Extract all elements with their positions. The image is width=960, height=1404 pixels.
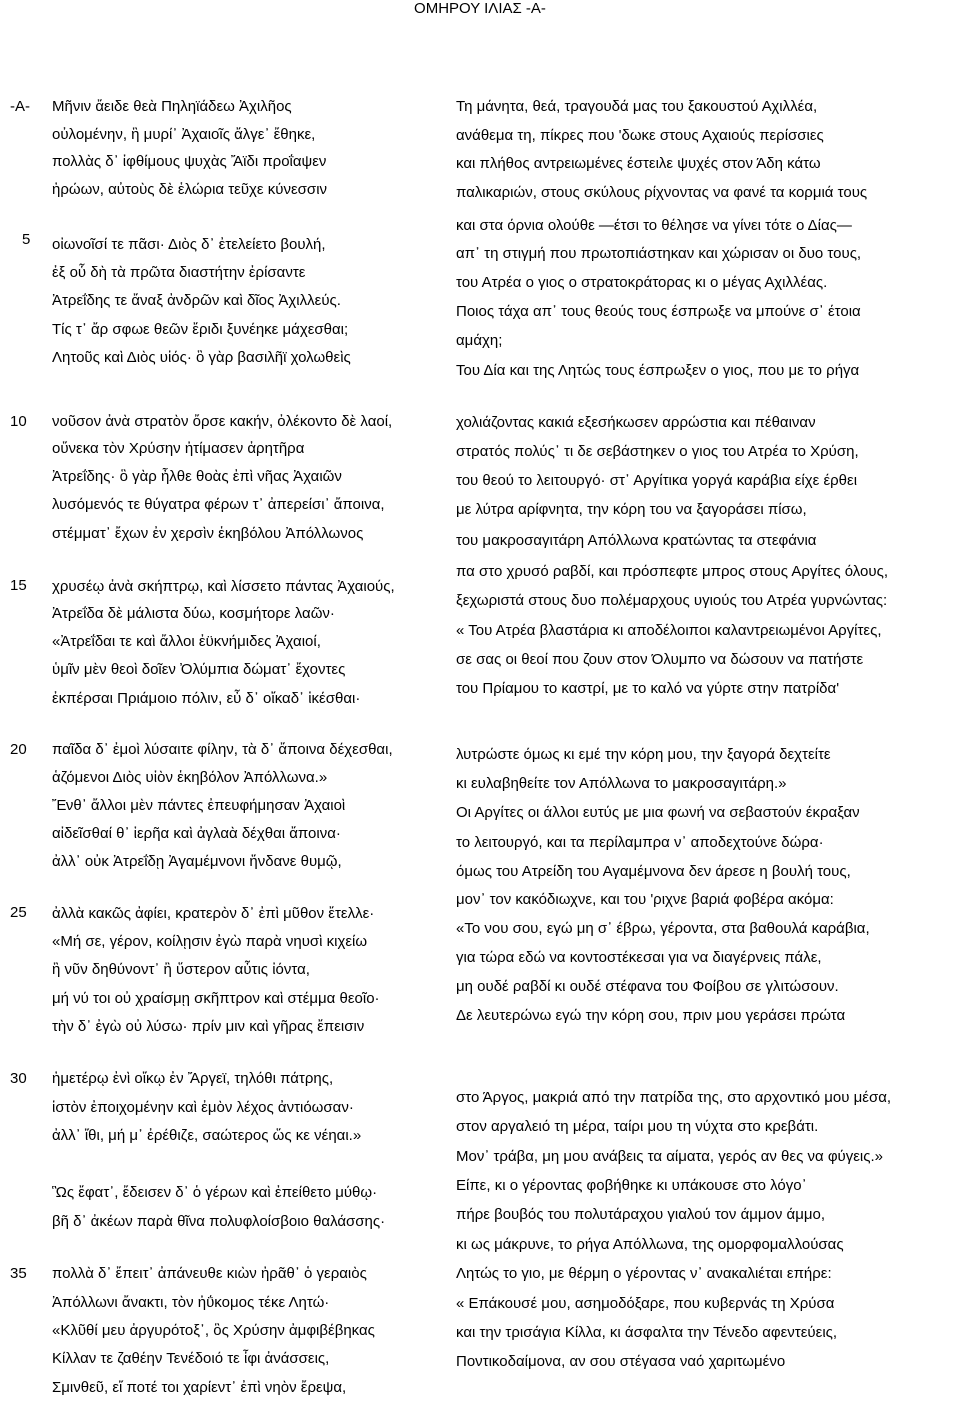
translation-verse-line: για τώρα εδώ να κοντοστέκεσαι για να διαγέρνεις πάλε, — [456, 949, 822, 966]
translation-verse-line: πα στο χρυσό ραβδί, και πρόσπεφτε μπρος στους Αργίτες όλους, — [456, 563, 888, 580]
line-number: 20 — [10, 741, 27, 758]
greek-verse-line: βῆ δ᾽ ἀκέων παρὰ θῖνα πολυφλοίσβοιο θαλάσσης· — [52, 1213, 386, 1230]
greek-verse-line: ἱστὸν ἐποιχομένην καὶ ἐμὸν λέχος ἀντιόωσαν· — [52, 1099, 354, 1116]
translation-verse-line: Δε λευτερώνω εγώ την κόρη σου, πριν μου γεράσει πρώτα — [456, 1007, 846, 1024]
greek-verse-line: ἡμετέρῳ ἐνὶ οἴκῳ ἐν Ἄργεϊ, τηλόθι πάτρης, — [52, 1070, 334, 1087]
greek-verse-line: νοῦσον ἀνὰ στρατὸν ὄρσε κακήν, ὀλέκοντο δὲ λαοί, — [52, 413, 393, 430]
line-number: 30 — [10, 1070, 27, 1087]
translation-verse-line: στρατός πολύς᾽ τι δε σεβάστηκεν ο γιος του Ατρέα το Χρύση, — [456, 443, 859, 460]
greek-verse-line: «Ἀτρεΐδαι τε καὶ ἄλλοι ἐϋκνήμιδες Ἀχαιοί, — [52, 633, 321, 650]
translation-verse-line: απ᾽ τη στιγμή που πρωτοπιάστηκαν και χώρισαν οι δυο τους, — [456, 245, 862, 262]
greek-verse-line: ὑμῖν μὲν θεοὶ δοῖεν Ὀλύμπια δώματ᾽ ἔχοντες — [52, 661, 346, 678]
translation-verse-line: χολιάζοντας κακιά εξεσήκωσεν αρρώστια και πέθαιναν — [456, 414, 816, 431]
greek-verse-line: οὐλομένην, ἣ μυρί᾽ Ἀχαιοῖς ἄλγε᾽ ἔθηκε, — [52, 126, 316, 143]
translation-verse-line: Του Δία και της Λητώς τους έσπρωξεν ο γιος, που με το ρήγα — [456, 362, 860, 379]
greek-verse-line: πολλὰ δ᾽ ἔπειτ᾽ ἀπάνευθε κιὼν ἠρᾶθ᾽ ὁ γεραιὸς — [52, 1265, 367, 1282]
greek-verse-line: χρυσέῳ ἀνὰ σκήπτρῳ, καὶ λίσσετο πάντας Ἀχαιούς, — [52, 578, 395, 595]
translation-verse-line: και την τρισάγια Κίλλα, κι άσφαλτα την Τένεδο αφεντεύεις, — [456, 1324, 838, 1341]
translation-verse-line: λυτρώστε όμως κι εμέ την κόρη μου, την ξαγορά δεχτείτε — [456, 746, 831, 763]
translation-verse-line: και στα όρνια ολούθε —έτσι το θέλησε να γίνει τότε ο Δίας— — [456, 217, 852, 234]
page-title: ΟΜΗΡΟΥ ΙΛΙΑΣ -Α- — [414, 0, 546, 17]
translation-verse-line: με λύτρα αρίφνητα, την κόρη του να ξαγοράσει πίσω, — [456, 501, 807, 518]
greek-verse-line: παῖδα δ᾽ ἐμοὶ λύσαιτε φίλην, τὰ δ᾽ ἄποινα δέχεσθαι, — [52, 741, 393, 758]
translation-verse-line: Τη μάνητα, θεά, τραγουδά μας του ξακουστού Αχιλλέα, — [456, 98, 818, 115]
greek-verse-line: ἢ νῦν δηθύνοντ᾽ ἢ ὕστερον αὖτις ἰόντα, — [52, 961, 310, 978]
translation-verse-line: του Πρίαμου το καστρί, με το καλό να γύρτε στην πατρίδα' — [456, 680, 840, 697]
greek-verse-line: τὴν δ᾽ ἐγὼ οὐ λύσω· πρίν μιν καὶ γῆρας ἔπεισιν — [52, 1018, 365, 1035]
greek-verse-line: Ὣς ἔφατ᾽, ἔδεισεν δ᾽ ὁ γέρων καὶ ἐπείθετο μύθῳ· — [52, 1184, 378, 1201]
line-number: -Α- — [10, 98, 30, 115]
translation-verse-line: μον᾽ τον κακόδιωχνε, και του 'ριχνε βαριά φοβέρα ακόμα: — [456, 891, 834, 908]
translation-verse-line: Οι Αργίτες οι άλλοι ευτύς με μια φωνή να σεβαστούν έκραξαν — [456, 804, 860, 821]
translation-verse-line: Λητώς το γιο, με θέρμη ο γέροντας ν᾽ ανακαλιέται επήρε: — [456, 1265, 832, 1282]
translation-verse-line: κι ευλαβηθείτε τον Απόλλωνα το μακροσαγιτάρη.» — [456, 775, 787, 792]
translation-verse-line: «Το νου σου, εγώ μη σ᾽ έβρω, γέροντα, στα βαθουλά καράβια, — [456, 920, 870, 937]
line-number: 10 — [10, 413, 27, 430]
greek-verse-line: πολλὰς δ᾽ ἰφθίμους ψυχὰς Ἄϊδι προΐαψεν — [52, 153, 327, 170]
greek-verse-line: Ἀπόλλωνι ἄνακτι, τὸν ἠΰκομος τέκε Λητώ· — [52, 1294, 330, 1311]
translation-verse-line: του μακροσαγιτάρη Απόλλωνα κρατώντας τα στεφάνια — [456, 532, 817, 549]
translation-verse-line: Ποντικοδαίμονα, αν σου στέγασα ναό χαριτωμένο — [456, 1353, 786, 1370]
greek-verse-line: Σμινθεῦ, εἴ ποτέ τοι χαρίεντ᾽ ἐπὶ νηὸν ἔρεψα, — [52, 1379, 347, 1396]
greek-verse-line: οἰωνοῖσί τε πᾶσι· Διὸς δ᾽ ἐτελείετο βουλή, — [52, 236, 326, 253]
greek-verse-line: «Μή σε, γέρον, κοίλῃσιν ἐγὼ παρὰ νηυσὶ κιχείω — [52, 933, 368, 950]
greek-verse-line: Ἔνθ᾽ ἄλλοι μὲν πάντες ἐπευφήμησαν Ἀχαιοὶ — [52, 797, 346, 814]
translation-verse-line: στον αργαλειό τη μέρα, ταίρι μου τη νύχτα στο κρεβάτι. — [456, 1118, 819, 1135]
translation-verse-line: μη ουδέ ραβδί κι ουδέ στέφανα του Φοίβου σε γλιτώσουν. — [456, 978, 839, 995]
greek-verse-line: αἰδεῖσθαί θ᾽ ἱερῆα καὶ ἀγλαὰ δέχθαι ἄποινα· — [52, 825, 341, 842]
translation-verse-line: ανάθεμα τη, πίκρες που 'δωκε στους Αχαιούς περίσσιες — [456, 127, 824, 144]
greek-verse-line: «Κλῦθί μευ ἀργυρότοξ᾽, ὃς Χρύσην ἀμφιβέβηκας — [52, 1322, 375, 1339]
translation-verse-line: Ποιος τάχα απ᾽ τους θεούς τους έσπρωξε να μπούνε σ᾽ έτοια — [456, 303, 861, 320]
greek-verse-line: Κίλλαν τε ζαθέην Τενέδοιό τε ἶφι ἀνάσσεις, — [52, 1350, 330, 1367]
greek-verse-line: ἀλλὰ κακῶς ἀφίει, κρατερὸν δ᾽ ἐπὶ μῦθον ἔτελλε· — [52, 905, 375, 922]
translation-verse-line: ξεχωριστά στους δυο πολέμαρχους υγιούς του Ατρέα γυρνώντας: — [456, 592, 888, 609]
greek-verse-line: ἐξ οὗ δὴ τὰ πρῶτα διαστήτην ἐρίσαντε — [52, 264, 306, 281]
greek-verse-line: λυσόμενός τε θύγατρα φέρων τ᾽ ἀπερείσι᾽ ἄποινα, — [52, 496, 385, 513]
line-number: 35 — [10, 1265, 27, 1282]
greek-verse-line: ἡρώων, αὐτοὺς δὲ ἑλώρια τεῦχε κύνεσσιν — [52, 181, 328, 198]
line-number: 5 — [22, 231, 31, 248]
translation-verse-line: « Του Ατρέα βλαστάρια κι αποδέλοιποι καλαντρειωμένοι Αργίτες, — [456, 622, 882, 639]
greek-verse-line: μή νύ τοι οὐ χραίσμῃ σκῆπτρον καὶ στέμμα θεοῖο· — [52, 990, 380, 1007]
greek-verse-line: οὕνεκα τὸν Χρύσην ἠτίμασεν ἀρητῆρα — [52, 440, 305, 457]
line-number-column — [0, 0, 48, 1404]
greek-verse-line: ἀλλ᾽ οὐκ Ἀτρεΐδῃ Ἀγαμέμνονι ἥνδανε θυμῷ, — [52, 853, 342, 870]
translation-verse-line: πήρε βουβός του πολυτάραχου γιαλού τον άμμον άμμο, — [456, 1206, 826, 1223]
greek-verse-line: στέμματ᾽ ἔχων ἐν χερσὶν ἑκηβόλου Ἀπόλλωνος — [52, 525, 364, 542]
translation-column — [456, 0, 956, 1404]
greek-text-column — [52, 0, 450, 1404]
line-number: 15 — [10, 577, 27, 594]
greek-verse-line: ἐκπέρσαι Πριάμοιο πόλιν, εὖ δ᾽ οἴκαδ᾽ ἱκέσθαι· — [52, 690, 361, 707]
greek-verse-line: Ἀτρεΐδα δὲ μάλιστα δύω, κοσμήτορε λαῶν· — [52, 605, 335, 622]
greek-verse-line: Μῆνιν ἄειδε θεὰ Πηληϊάδεω Ἀχιλῆος — [52, 98, 292, 115]
greek-verse-line: Τίς τ᾽ ἄρ σφωε θεῶν ἔριδι ξυνέηκε μάχεσθαι; — [52, 321, 349, 338]
translation-verse-line: του θεού το λειτουργό· στ᾽ Αργίτικα γοργά καράβια είχε έρθει — [456, 472, 858, 489]
translation-verse-line: στο Άργος, μακριά από την πατρίδα της, στο αρχοντικό μου μέσα, — [456, 1089, 892, 1106]
translation-verse-line: Μον᾽ τράβα, μη μου ανάβεις τα αίματα, γερός αν θες να φύγεις.» — [456, 1148, 884, 1165]
line-number: 25 — [10, 904, 27, 921]
greek-verse-line: Ἀτρεΐδης· ὃ γὰρ ἦλθε θοὰς ἐπὶ νῆας Ἀχαιῶν — [52, 468, 342, 485]
translation-verse-line: όμως του Ατρείδη του Αγαμέμνονα δεν άρεσε η βουλή τους, — [456, 863, 851, 880]
translation-verse-line: κι ως μάκρυνε, το ρήγα Απόλλωνα, της ομορφομαλλούσας — [456, 1236, 844, 1253]
translation-verse-line: « Επάκουσέ μου, ασημοδόξαρε, που κυβερνάς τη Χρύσα — [456, 1295, 835, 1312]
translation-verse-line: του Ατρέα ο γιος ο στρατοκράτορας κι ο μέγας Αχιλλέας. — [456, 274, 828, 291]
greek-verse-line: Λητοῦς καὶ Διὸς υἱός· ὃ γὰρ βασιλῆϊ χολωθεὶς — [52, 349, 351, 366]
translation-verse-line: αμάχη; — [456, 332, 503, 349]
greek-verse-line: ἀλλ᾽ ἴθι, μή μ᾽ ἐρέθιζε, σαώτερος ὥς κε νέηαι.» — [52, 1127, 362, 1144]
translation-verse-line: Είπε, κι ο γέροντας φοβήθηκε κι υπάκουσε στο λόγο᾽ — [456, 1177, 807, 1194]
translation-verse-line: παλικαριών, στους σκύλους ρίχνοντας να φανέ τα κορμιά τους — [456, 184, 868, 201]
translation-verse-line: σε σας οι θεοί που ζουν στον Όλυμπο να δώσουν να πατήστε — [456, 651, 864, 668]
translation-verse-line: το λειτουργό, και τα περίλαμπρα ν᾽ αποδεχτούνε δώρα· — [456, 834, 824, 851]
translation-verse-line: και πλήθος αντρειωμένες έστειλε ψυχές στον Άδη κάτω — [456, 155, 821, 172]
greek-verse-line: Ἀτρεΐδης τε ἄναξ ἀνδρῶν καὶ δῖος Ἀχιλλεύς. — [52, 292, 341, 309]
greek-verse-line: ἁζόμενοι Διὸς υἱὸν ἑκηβόλον Ἀπόλλωνα.» — [52, 769, 328, 786]
